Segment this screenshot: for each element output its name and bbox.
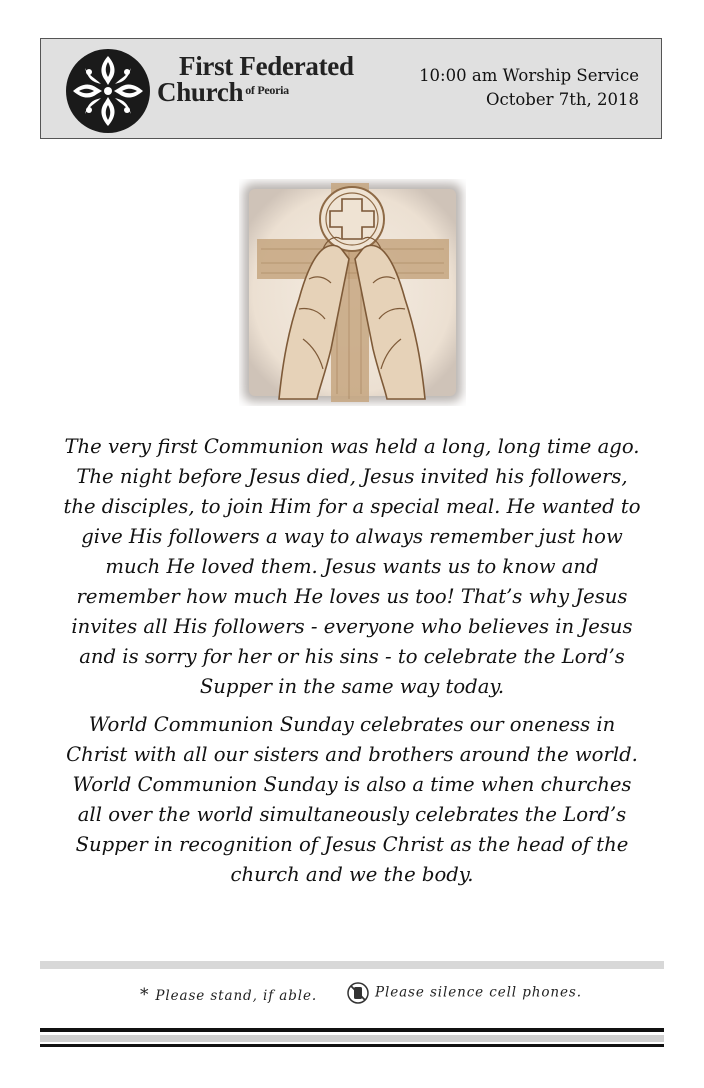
church-name-line2 [157, 77, 289, 108]
stand-note [140, 985, 317, 1005]
phone-note-text: Please silence cell phones. [375, 984, 582, 1001]
church-name-line2-text: Church [157, 77, 244, 107]
service-date: October 7th, 2018 [485, 90, 639, 109]
service-title: 10:00 am Worship Service [419, 66, 639, 85]
communion-story [62, 432, 642, 898]
church-name-sub: of Peoria [245, 83, 289, 97]
church-name-line1: First Federated [179, 51, 354, 81]
service-info [419, 64, 639, 112]
hands-holding-bread-image [239, 179, 466, 406]
stand-note-text: Please stand, if able. [155, 988, 318, 1004]
bottom-rule-gray [40, 1035, 664, 1042]
footer-divider [40, 961, 664, 969]
communion-illustration [239, 179, 466, 406]
story-paragraph-2: World Communion Sunday celebrates our oneness in Christ with all our sisters and brothers around the world. World Communion Sunday is also a time when churches all over the world simultaneously celebrates the Lord’s Supper in recognition of Jesus Christ as the head of the church and we the body. [66, 713, 638, 886]
phone-note [347, 982, 582, 1004]
fleur-cross-logo-icon [65, 48, 151, 134]
asterisk-icon: * [140, 985, 150, 1005]
silence-phone-icon [347, 982, 369, 1004]
story-paragraph-1: The very first Communion was held a long, long time ago. The night before Jesus died, Jesus invited his followers, the disciples, to join Him for a special meal. He wanted to give His followers a way to always remember just how much He loved them. Jesus wants us to know and remember how much He loves us too! That’s why Jesus invites all His followers - everyone who believes in Jesus and is sorry for her or his sins - to celebrate the Lord’s Supper in the same way today. [63, 435, 641, 698]
bottom-rule-thin [40, 1044, 664, 1047]
bottom-rule-thick [40, 1028, 664, 1032]
bulletin-header [40, 38, 662, 139]
